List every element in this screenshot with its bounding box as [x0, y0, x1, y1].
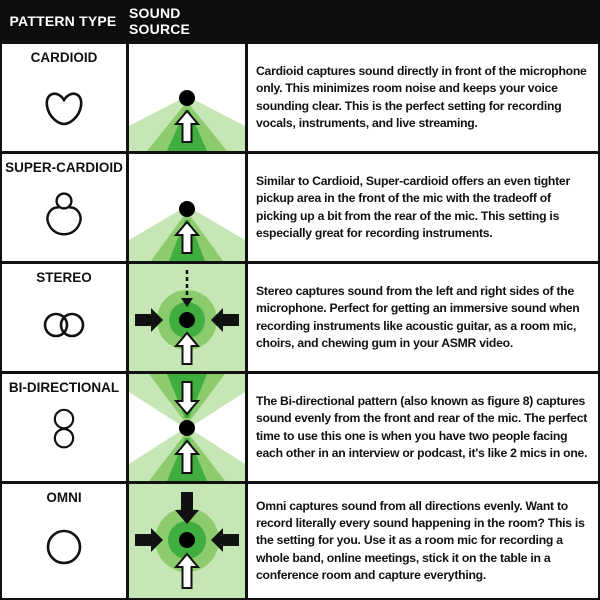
description-text: Omni captures sound from all directions evenly. Want to record literally every sound happening in the room? This is the setting for you. Use it as a room mic for recording a whole band, online meetings, stick it on the table in a conference room and capture everything.	[256, 498, 585, 582]
sound-source-header: SOUND SOURCE	[129, 4, 191, 37]
cardioid-sound-diagram	[129, 44, 245, 151]
stereo-sound-diagram	[129, 264, 245, 371]
pattern-title: SUPER-CARDIOID	[5, 160, 123, 175]
bi-directional-sound-diagram	[129, 374, 245, 481]
super-cardioid-pattern-icon	[39, 188, 89, 238]
table-row-super-cardioid	[0, 154, 600, 261]
description-cell	[248, 374, 598, 481]
pattern-title: BI-DIRECTIONAL	[8, 380, 120, 395]
omni-pattern-icon	[39, 522, 89, 572]
pattern-cell	[2, 44, 126, 151]
description-text: The Bi-directional pattern (also known as figure 8) captures sound evenly from the front and rear of the mic. The perfect time to use this one is when you have two people facing each other in an interview or podcast, it's like 2 mics in one.	[256, 394, 588, 460]
pattern-title: OMNI	[46, 490, 82, 505]
cardioid-pattern-icon	[39, 82, 89, 132]
description-text: Cardioid captures sound directly in front of the microphone only. This minimizes room noise and keeps your voice sounding clear. This is the perfect setting for recording vocals, instruments, and live streaming.	[256, 64, 587, 130]
description-text: Similar to Cardioid, Super-cardioid offers an even tighter pickup area in the front of the mic with the tradeoff of picking up a bit from the rear of the mic. This setting is especially great for recording instruments.	[256, 174, 570, 240]
super-cardioid-sound-diagram	[129, 154, 245, 261]
description-cell	[248, 484, 598, 598]
description-text: Stereo captures sound from the left and right sides of the microphone. Perfect for getting an immersive sound when recording instruments like acoustic guitar, as a room mic, choirs, and chewing gum in your ASMR video.	[256, 284, 580, 350]
table-row-cardioid	[0, 44, 600, 151]
sound-source-cell	[129, 154, 245, 261]
pattern-title: STEREO	[36, 270, 92, 285]
pattern-cell	[2, 154, 126, 261]
stereo-pattern-icon	[39, 300, 89, 350]
description-cell	[248, 154, 598, 261]
sound-source-cell	[129, 44, 245, 151]
table-row-stereo	[0, 264, 600, 371]
sound-source-cell	[129, 374, 245, 481]
pattern-type-header: PATTERN TYPE	[9, 12, 117, 29]
table-row-bi-directional	[0, 374, 600, 481]
description-cell	[248, 264, 598, 371]
pattern-cell	[2, 484, 126, 598]
sound-source-cell	[129, 484, 245, 598]
omni-sound-diagram	[129, 484, 245, 598]
pattern-cell	[2, 264, 126, 371]
pattern-cell	[2, 374, 126, 481]
sound-source-cell	[129, 264, 245, 371]
table-header	[0, 0, 600, 41]
pattern-title: CARDIOID	[30, 50, 98, 65]
figure-eight-pattern-icon	[39, 404, 89, 454]
table-row-omni	[0, 484, 600, 598]
description-cell	[248, 44, 598, 151]
